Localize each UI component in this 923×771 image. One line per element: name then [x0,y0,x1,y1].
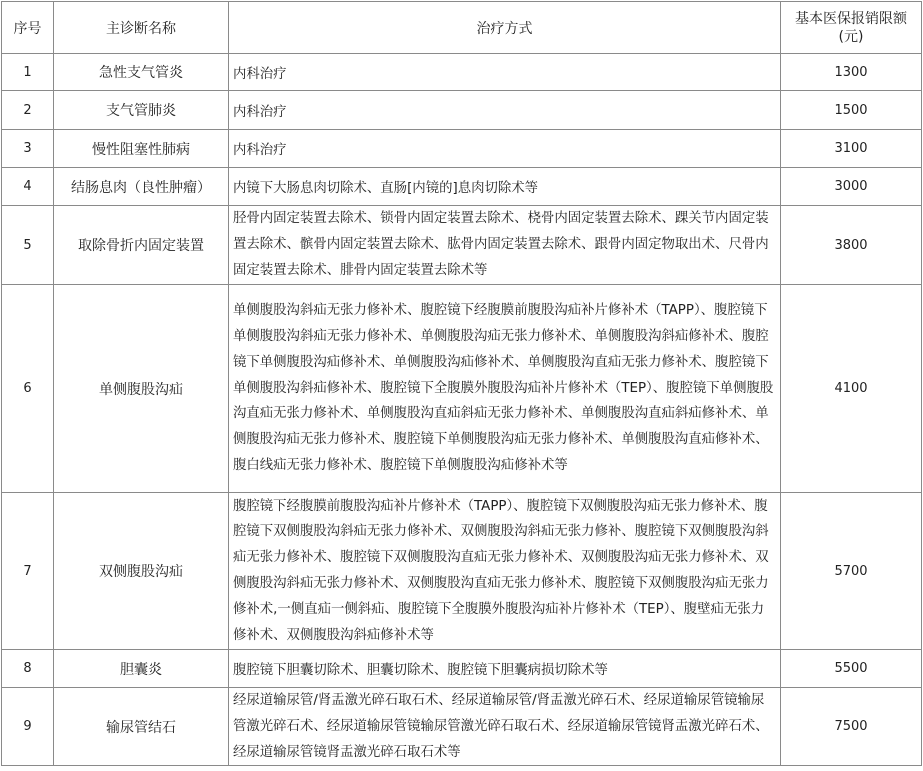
row-diagnosis: 单侧腹股沟疝 [54,285,229,493]
table-row [2,285,922,493]
row-diagnosis: 取除骨折内固定装置 [54,206,229,285]
table-row [2,650,922,688]
row-no: 9 [2,688,54,766]
row-treatment: 腹腔镜下经腹膜前腹股沟疝补片修补术（TAPP）、腹腔镜下双侧腹股沟疝无张力修补术、腹腔镜下双侧腹股沟斜疝无张力修补术、双侧腹股沟斜疝无张力修补、腹腔镜下双侧腹股沟斜疝无张力修补术、腹腔镜下双侧腹股沟直疝无张力修补术、双侧腹股沟疝无张力修补术、双侧腹股沟斜疝无张力修补术、双侧腹股沟直疝无张力修补术、腹腔镜下双侧腹股沟疝无张力修补术,一侧直疝一侧斜疝、腹腔镜下全腹膜外腹股沟疝补片修补术（TEP）、腹壁疝无张力修补术、双侧腹股沟斜疝修补术等 [229,493,781,650]
header-fee [781,2,922,54]
row-no: 3 [2,130,54,168]
row-treatment: 单侧腹股沟斜疝无张力修补术、腹腔镜下经腹膜前腹股沟疝补片修补术（TAPP）、腹腔镜下单侧腹股沟斜疝无张力修补术、单侧腹股沟疝无张力修补术、单侧腹股沟斜疝修补术、腹腔镜下单侧腹股沟疝修补术、单侧腹股沟疝修补术、单侧腹股沟直疝无张力修补术、腹腔镜下单侧腹股沟斜疝修补术、腹腔镜下全腹膜外腹股沟疝补片修补术（TEP）、腹腔镜下单侧腹股沟直疝无张力修补术、单侧腹股沟直疝斜疝无张力修补术、单侧腹股沟直疝斜疝修补术、单侧腹股沟疝无张力修补术、腹腔镜下单侧腹股沟疝无张力修补术、单侧腹股沟直疝修补术、腹白线疝无张力修补术、腹腔镜下单侧腹股沟疝修补术等 [229,285,781,493]
row-fee: 4100 [781,285,922,493]
header-fee-line2: (元) [838,28,864,45]
row-fee: 1500 [781,91,922,130]
row-treatment: 内科治疗 [229,91,781,130]
header-fee-line1: 基本医保报销限额 [795,10,907,27]
row-no: 8 [2,650,54,688]
row-fee: 5500 [781,650,922,688]
row-fee: 7500 [781,688,922,766]
row-treatment: 内科治疗 [229,54,781,91]
row-treatment: 腹腔镜下胆囊切除术、胆囊切除术、腹腔镜下胆囊病损切除术等 [229,650,781,688]
row-no: 7 [2,493,54,650]
row-fee: 3100 [781,130,922,168]
table-row [2,493,922,650]
header-treatment: 治疗方式 [229,2,781,54]
row-fee: 5700 [781,493,922,650]
table-row [2,130,922,168]
row-diagnosis: 急性支气管炎 [54,54,229,91]
table-row [2,168,922,206]
row-diagnosis: 输尿管结石 [54,688,229,766]
row-no: 2 [2,91,54,130]
table-row [2,688,922,766]
table-row [2,54,922,91]
row-fee: 3000 [781,168,922,206]
row-diagnosis: 双侧腹股沟疝 [54,493,229,650]
table-row [2,91,922,130]
row-fee: 1300 [781,54,922,91]
row-no: 4 [2,168,54,206]
row-treatment: 内科治疗 [229,130,781,168]
header-diagnosis: 主诊断名称 [54,2,229,54]
row-diagnosis: 支气管肺炎 [54,91,229,130]
row-treatment: 内镜下大肠息肉切除术、直肠[内镜的]息肉切除术等 [229,168,781,206]
row-diagnosis: 慢性阻塞性肺病 [54,130,229,168]
insurance-limit-table [1,1,922,766]
row-treatment: 经尿道输尿管/肾盂激光碎石取石术、经尿道输尿管/肾盂激光碎石术、经尿道输尿管镜输尿管激光碎石术、经尿道输尿管镜输尿管激光碎石取石术、经尿道输尿管镜肾盂激光碎石术、经尿道输尿管镜肾盂激光碎石取石术等 [229,688,781,766]
row-no: 1 [2,54,54,91]
row-no: 6 [2,285,54,493]
row-diagnosis: 结肠息肉（良性肿瘤） [54,168,229,206]
row-no: 5 [2,206,54,285]
row-treatment: 胫骨内固定装置去除术、锁骨内固定装置去除术、桡骨内固定装置去除术、踝关节内固定装置去除术、髌骨内固定装置去除术、肱骨内固定装置去除术、跟骨内固定物取出术、尺骨内固定装置去除术、腓骨内固定装置去除术等 [229,206,781,285]
table-row [2,206,922,285]
row-fee: 3800 [781,206,922,285]
header-row [2,2,922,54]
header-no: 序号 [2,2,54,54]
row-diagnosis: 胆囊炎 [54,650,229,688]
